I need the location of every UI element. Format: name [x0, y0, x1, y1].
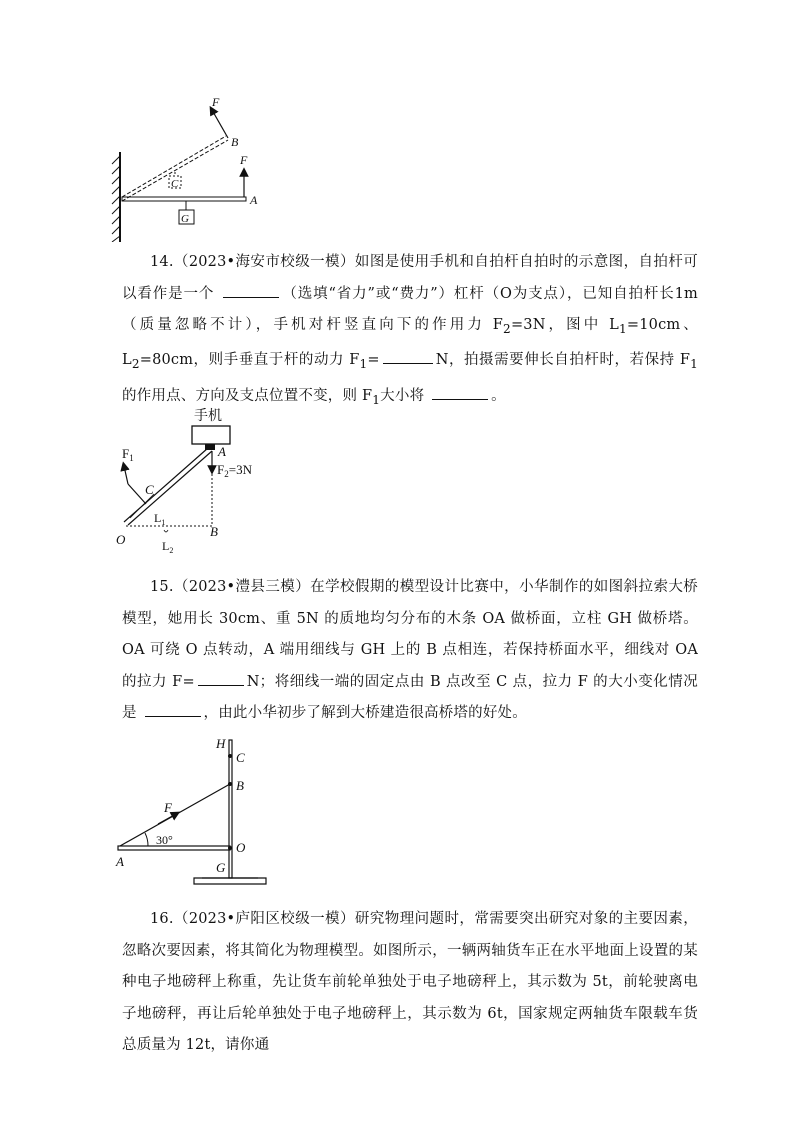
- q14-text: 。: [491, 387, 506, 404]
- subscript: 2: [503, 321, 511, 336]
- label-g: G: [181, 213, 189, 225]
- answer-blank-1[interactable]: [223, 283, 279, 298]
- subscript: 1: [690, 357, 698, 372]
- q15-source: （2023•澧县三模）: [173, 579, 311, 595]
- label-l2: $L_2$: [162, 539, 174, 554]
- tower-base: [194, 878, 266, 884]
- q16-text: 研究物理问题时，常需要突出研究对象的主要因素，忽略次要因素，将其简化为物理模型。如图所示，一辆两轴货车正在水平地面上设置的某种电子地磅秤上称重，先让货车前轮单独处于电子地磅秤上，其示数为 5t，前轮驶离电子地磅秤，再让后轮单独处于电子地磅秤上，其示数为 6t，国家规定两轴货车限载车货总质量为 12t，请你通: [122, 911, 698, 1053]
- label-c: C: [236, 750, 245, 765]
- label-a: A: [116, 854, 124, 869]
- force-f-arrow: [158, 814, 176, 824]
- subscript: 1: [619, 321, 627, 336]
- q16-source: （2023•庐阳区校级一模）: [173, 911, 355, 927]
- stick-edge-2: [128, 451, 212, 525]
- tower-gh: [229, 740, 232, 878]
- q14-source: （2023•海安市校级一模）: [173, 254, 355, 270]
- label-l1: $L_1$: [154, 511, 166, 527]
- q14-number: 14.: [150, 254, 174, 270]
- question-16: [122, 904, 698, 1062]
- answer-blank-4[interactable]: [198, 671, 244, 686]
- q14-text: =3N，图中 L: [510, 317, 619, 333]
- bridge-deck-oa: [118, 846, 230, 850]
- label-f-right: F: [240, 153, 248, 167]
- label-a: A: [218, 444, 226, 459]
- label-o: O: [236, 840, 246, 855]
- question-15: [122, 572, 698, 730]
- label-h: H: [216, 736, 226, 751]
- answer-blank-5[interactable]: [145, 702, 201, 717]
- lever-bar: [122, 197, 246, 201]
- label-phone: 手机: [194, 409, 222, 424]
- q14-text: 大小将: [380, 387, 425, 404]
- label-angle: 30°: [156, 833, 173, 847]
- subscript: 1: [372, 392, 381, 407]
- answer-blank-3[interactable]: [432, 385, 488, 400]
- force-f1-arrow: [128, 484, 146, 504]
- label-c: C: [145, 482, 154, 497]
- question-14: [122, 247, 698, 416]
- label-f2: $F_2=3N$: [217, 462, 252, 479]
- q15-text: ，由此小华初步了解到大桥建造很高桥塔的好处。: [203, 705, 527, 721]
- q15-number: 15.: [150, 579, 174, 595]
- wall-hatching: [112, 156, 120, 242]
- q14-text: =: [367, 352, 380, 369]
- label-a: A: [250, 193, 258, 207]
- label-f: F: [164, 800, 172, 815]
- q16-number: 16.: [150, 911, 174, 927]
- label-c: C: [171, 178, 179, 190]
- q15-text: 在学校假期的模型设计比赛中，小华制作的如图斜拉索大桥模型，她用长 30cm、重 5N 的质地均匀分布的木条 OA 做桥面，立柱 GH 做桥塔。OA 可绕 O 点转动，A 端用细线与 GH 上的 B 点相连，若保持桥面水平，细线对 OA 的拉力 F=: [122, 579, 698, 690]
- figure-lever-wall: [108, 92, 278, 242]
- subscript: 2: [131, 357, 140, 372]
- label-b: B: [210, 524, 218, 539]
- force-arrow-b: [212, 110, 228, 138]
- q14-text: =10cm、L: [122, 317, 698, 369]
- q14-text: 如图是使用手机和自拍杆自拍时的示意图，自拍杆可以看作是一个: [122, 254, 698, 302]
- phone-box: [192, 426, 230, 444]
- label-o: O: [116, 532, 126, 547]
- answer-blank-2[interactable]: [383, 349, 433, 364]
- subscript: 1: [359, 357, 368, 372]
- q14-text: =80cm，则手垂直于杆的动力 F: [139, 352, 360, 369]
- label-f1: $F_1$: [122, 446, 134, 463]
- label-f-top: F: [212, 95, 220, 109]
- q14-text: N，拍摄需要伸长自拍杆时，若保持 F: [435, 352, 691, 369]
- q15-text: N；将细线一端的固定点由 B 点改至 C 点，拉力 F 的大小变化情况是: [122, 673, 698, 721]
- label-g: G: [216, 860, 226, 875]
- figure-bridge-model: [108, 732, 278, 890]
- label-b: B: [231, 135, 239, 149]
- q14-text: （选填“省力”或“费力”）杠杆（O为支点），已知自拍杆长1m（质量忽略不计），手机对杆竖直向下的作用力 F: [122, 285, 699, 333]
- q14-text: 的作用点、方向及支点位置不变，则 F: [122, 387, 373, 404]
- label-b: B: [236, 778, 244, 793]
- figure-selfie-stick: [112, 404, 272, 554]
